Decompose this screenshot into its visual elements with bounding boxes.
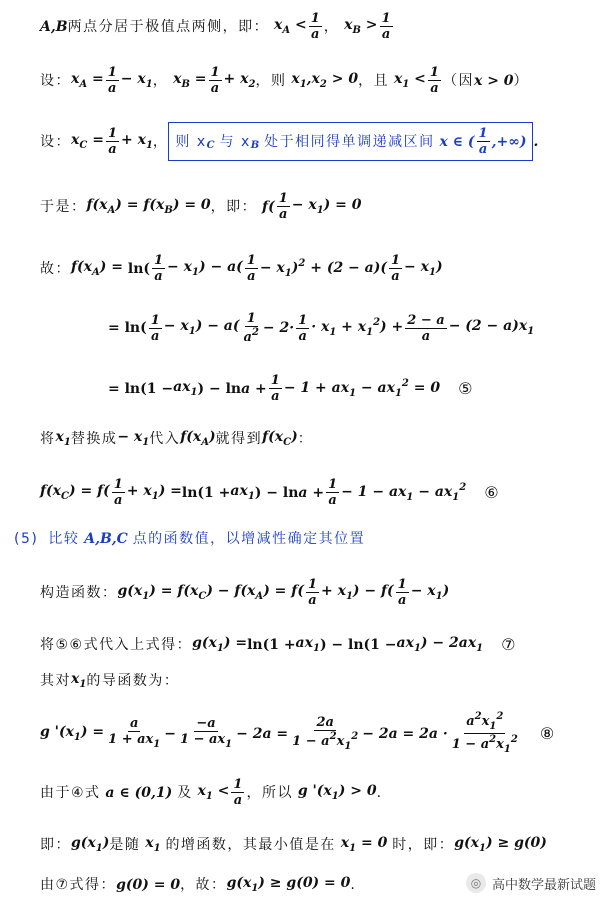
math: − 2a = bbox=[236, 725, 289, 742]
math: − $1 + ax_1 - ax_1^2 = 0$ bbox=[283, 377, 441, 399]
math: · $x_1 + x_1^2$) + bbox=[311, 317, 404, 338]
watermark bbox=[466, 873, 596, 893]
math: C bbox=[206, 139, 215, 151]
math: $x_1,x_2 > 0$ bbox=[286, 70, 359, 90]
line-7 bbox=[108, 374, 472, 403]
math: − $1 - ax_1 - ax_1^2$ bbox=[341, 481, 467, 503]
line-16 bbox=[40, 836, 547, 854]
fraction: $\frac{2a}{1 - a^2x_1^2}$ bbox=[292, 714, 359, 752]
fraction: $\frac{1}{a}$ bbox=[210, 65, 220, 96]
circled-number: ⑥ bbox=[484, 482, 499, 502]
line-9 bbox=[40, 478, 499, 507]
math: + $x_1$ bbox=[120, 131, 153, 151]
text: 与 x bbox=[219, 133, 251, 150]
math: $g(x_1) = f(x_C) - f(x_A) = f$( bbox=[117, 582, 304, 602]
text: 由于④式 bbox=[40, 784, 101, 801]
text: 则 x bbox=[175, 133, 207, 150]
math: a + bbox=[298, 484, 325, 501]
watermark-text: 高中数学最新试题 bbox=[491, 877, 596, 893]
fraction: $\frac{1}{a^2}$ bbox=[243, 311, 259, 345]
wechat-icon: ◎ bbox=[466, 873, 486, 893]
math: B bbox=[250, 139, 260, 151]
line-11 bbox=[40, 578, 449, 607]
fraction: $\frac{1}{a}$ bbox=[328, 477, 338, 508]
circled-number: ⑦ bbox=[501, 635, 516, 654]
math: $x_1$ bbox=[71, 671, 87, 690]
text: 代入 bbox=[149, 431, 181, 447]
fraction: $\frac{1}{a}$ bbox=[150, 312, 160, 344]
line-4 bbox=[40, 192, 362, 221]
math: $g(x_1) \ge g(0)$ bbox=[454, 835, 547, 854]
math: $f(x_A)$ bbox=[180, 429, 216, 448]
text: 构造函数： bbox=[40, 584, 118, 601]
text: 替换成 bbox=[70, 431, 118, 447]
math: $x_C$ = bbox=[71, 131, 104, 151]
fraction: $\frac{2 - a}{a}$ bbox=[407, 312, 445, 344]
fraction: $\frac{-a}{1 - ax_1}$ bbox=[180, 716, 233, 750]
math: + $x_2$ bbox=[223, 70, 256, 90]
math: $x_1$ bbox=[55, 429, 71, 448]
math: − 2· bbox=[262, 320, 295, 336]
math: + $x_1) - f$( bbox=[320, 582, 394, 602]
text: ， bbox=[152, 72, 169, 89]
text: 将⑤⑥式代入上式得： bbox=[40, 637, 193, 653]
line-8 bbox=[40, 430, 313, 448]
text: 的增函数，其最小值是在 bbox=[165, 837, 336, 853]
text: 的导函数为： bbox=[86, 673, 180, 689]
text: 设： bbox=[40, 133, 71, 150]
math: $ax_1$ bbox=[295, 635, 320, 654]
math: − $(2 - a)x_1$ bbox=[448, 318, 535, 337]
text: ，故： bbox=[180, 877, 227, 893]
math: − $x_1) - a$( bbox=[163, 318, 240, 337]
math: ) − ln bbox=[197, 380, 242, 397]
math: − 2a = 2a · bbox=[362, 725, 448, 742]
text: 及 bbox=[177, 784, 193, 801]
text: ， bbox=[323, 18, 340, 35]
text: ，即： bbox=[210, 198, 258, 215]
fraction: $\frac{a}{1 + ax_1}$ bbox=[108, 716, 161, 750]
section-number: (5) bbox=[14, 531, 39, 547]
fraction: $\frac{1}{a}$ bbox=[246, 253, 256, 284]
text: ，所以 bbox=[246, 784, 293, 801]
line-15 bbox=[40, 778, 383, 807]
math: a ∈ (0,1) bbox=[100, 784, 178, 801]
fraction: $\frac{1}{a}$ bbox=[107, 65, 117, 96]
text: ，且 bbox=[358, 72, 390, 89]
math: $g(x_1)$ = bbox=[192, 635, 248, 654]
line-5 bbox=[40, 254, 443, 283]
math: − bbox=[164, 725, 176, 742]
line-14 bbox=[40, 712, 554, 755]
text: 点的函数值，以增减性确定其位置 bbox=[132, 531, 366, 547]
math: ) − ln bbox=[254, 484, 299, 501]
math: $ax_1$ bbox=[230, 482, 255, 502]
text: 时，即： bbox=[392, 837, 455, 853]
fraction: $\frac{1}{a}$ bbox=[310, 11, 320, 42]
circled-number: ⑤ bbox=[458, 378, 473, 398]
fraction: $\frac{a^2x_1^2}{1 - a^2x_1^2}$ bbox=[451, 711, 518, 755]
line-1 bbox=[40, 12, 395, 41]
math: $f(x_C)$ bbox=[262, 429, 298, 448]
math: = ln(1 − bbox=[108, 380, 174, 397]
math: $x_A$ = bbox=[71, 70, 104, 90]
math: $x_B$ = bbox=[168, 70, 207, 90]
text: ： bbox=[297, 431, 314, 447]
text: ，则 bbox=[255, 72, 287, 89]
math: ) − ln(1 − bbox=[319, 637, 397, 653]
text: 故： bbox=[40, 260, 71, 277]
math: − $x_1) - a$( bbox=[167, 258, 243, 278]
text: 其对 bbox=[40, 673, 71, 689]
fraction: $\frac{1}{a}$ bbox=[391, 253, 401, 284]
fraction: $\frac{1}{a}$ bbox=[233, 777, 243, 808]
math: x > 0 bbox=[473, 72, 514, 89]
math: − $x_1$) bbox=[404, 258, 443, 278]
math: A,B bbox=[40, 18, 68, 35]
math: − $x_1)^2 + (2 - a)$( bbox=[259, 257, 387, 279]
text: 设： bbox=[40, 72, 71, 89]
text: ， bbox=[152, 133, 169, 150]
math: g '$(x_1) > 0$ bbox=[292, 782, 377, 802]
fraction: $\frac{1}{a}$ bbox=[154, 253, 164, 284]
line-3 bbox=[40, 122, 538, 161]
fraction: $\frac{1}{a}$ bbox=[429, 65, 439, 96]
fraction: $\frac{1}{a}$ bbox=[278, 191, 288, 222]
text: 将 bbox=[40, 431, 56, 447]
text: 就得到 bbox=[215, 431, 263, 447]
math: $ax_1$ bbox=[173, 378, 198, 398]
fraction: $\frac{1}{a}$ bbox=[381, 11, 391, 42]
math: $x_1$ < bbox=[192, 782, 230, 802]
math: $f(x_A) = f(x_B) = 0$ bbox=[86, 196, 211, 216]
math: − $x_1) = 0$ bbox=[291, 196, 362, 216]
math: $x_1$ bbox=[140, 835, 161, 854]
text: 处于相同得单调递减区间 bbox=[264, 133, 435, 150]
math: $x_A$ < bbox=[269, 16, 307, 36]
section-heading bbox=[14, 532, 365, 546]
circled-number: ⑧ bbox=[539, 723, 555, 743]
line-17 bbox=[40, 876, 356, 894]
math: A,B,C bbox=[79, 531, 133, 547]
math: x ∈ ( bbox=[434, 133, 475, 150]
text: 由⑦式得： bbox=[40, 877, 117, 893]
math: g '$(x_1)$ = bbox=[40, 723, 105, 743]
math: ,+∞) bbox=[491, 133, 527, 150]
fraction: $\frac{1}{a}$ bbox=[113, 477, 123, 508]
fraction: $\frac{1}{a}$ bbox=[270, 373, 280, 404]
fraction: $\frac{1}{a}$ bbox=[478, 126, 488, 157]
line-2 bbox=[40, 66, 529, 95]
text: ） bbox=[513, 72, 530, 89]
math: − $x_1$ bbox=[120, 70, 153, 90]
math: a + bbox=[241, 380, 267, 397]
math: ln( bbox=[123, 260, 150, 277]
math: − $x_1$) bbox=[410, 582, 450, 602]
fraction: $\frac{1}{a}$ bbox=[107, 126, 117, 157]
math: g(0) = 0 bbox=[116, 877, 181, 893]
text: 是随 bbox=[109, 837, 141, 853]
text: . bbox=[350, 877, 357, 893]
math: ln(1 + bbox=[181, 484, 231, 501]
fraction: $\frac{1}{a}$ bbox=[298, 312, 308, 344]
text: 即： bbox=[40, 837, 71, 853]
math: − $x_1$ bbox=[117, 429, 150, 448]
math: $f(x_A)$ = bbox=[71, 258, 123, 278]
math: $x_1$ < bbox=[389, 70, 426, 90]
math: $x_1 = 0$ bbox=[335, 835, 393, 854]
text: 于是： bbox=[40, 198, 87, 215]
math: $g(x_1)$ bbox=[71, 835, 110, 854]
text: （因 bbox=[442, 72, 474, 89]
math: $g(x_1) \ge g(0) = 0$ bbox=[226, 875, 351, 894]
math: $f(x_C) = f$( bbox=[40, 482, 110, 502]
text: 比较 bbox=[48, 531, 80, 547]
line-6 bbox=[108, 312, 534, 344]
fraction: $\frac{1}{a}$ bbox=[397, 577, 407, 608]
highlight-box bbox=[168, 122, 533, 161]
math: $ax_1) - 2ax_1$ bbox=[396, 635, 484, 654]
math: = ln( bbox=[108, 320, 147, 336]
math: + $x_1$) = bbox=[126, 482, 182, 502]
text: 两点分居于极值点两侧，即： bbox=[67, 18, 270, 35]
math: ln(1 + bbox=[247, 637, 296, 653]
line-12 bbox=[40, 636, 515, 654]
line-13 bbox=[40, 672, 179, 690]
math: f( bbox=[257, 198, 275, 215]
text: . bbox=[376, 784, 383, 801]
fraction: $\frac{1}{a}$ bbox=[307, 577, 317, 608]
math: $x_B$ > bbox=[339, 16, 378, 36]
math: . bbox=[533, 133, 539, 150]
